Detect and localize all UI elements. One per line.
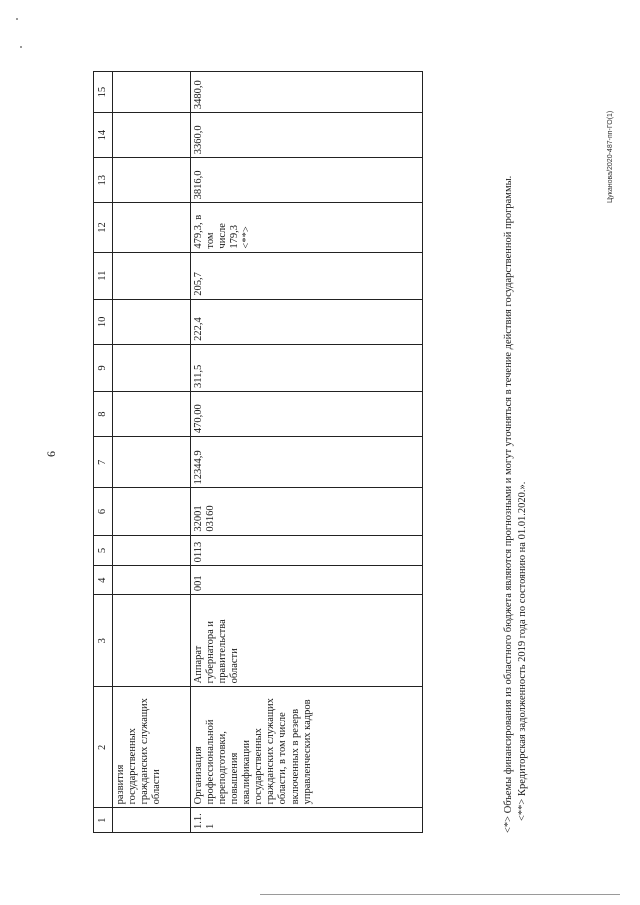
header-cell: 3 xyxy=(94,595,113,687)
amount-cell: 479,3, в том числе 179,3 <**> xyxy=(191,203,423,252)
budget-table xyxy=(93,71,423,833)
table-cell xyxy=(113,595,191,687)
amount-cell: 12344,9 xyxy=(191,437,423,488)
table-cell xyxy=(113,437,191,488)
header-cell: 14 xyxy=(94,113,113,158)
amount-cell: 470,00 xyxy=(191,392,423,437)
table-cell: 32001 03160 xyxy=(191,488,423,535)
table-cell: 0113 xyxy=(191,535,423,566)
document-stamp: Цуканова/2020-487-пп-ГО(1) xyxy=(607,110,614,203)
table-cell: развития государственных гражданских служащих области xyxy=(113,687,191,808)
page-number: 6 xyxy=(44,451,58,457)
table-header-row xyxy=(94,72,113,833)
table-cell: 001 xyxy=(191,566,423,595)
scan-speck xyxy=(16,18,18,20)
table-row xyxy=(191,72,423,833)
header-cell: 7 xyxy=(94,437,113,488)
activity-name-cell: Организация профессиональной переподготовки, повышения квалификации государственных гражданских служащих области, в том числе включенных в резерв управленческих кадров xyxy=(191,687,423,808)
footnote-1: <*> Объемы финансирования из областного бюджета являются прогнозными и могут уточняться в течение действия государственной программы. xyxy=(503,175,514,833)
table-cell xyxy=(113,535,191,566)
scan-speck xyxy=(20,46,22,48)
scan-edge-line xyxy=(260,894,620,895)
table-cell xyxy=(113,392,191,437)
header-cell: 15 xyxy=(94,72,113,113)
header-cell: 1 xyxy=(94,808,113,833)
amount-cell: 311,5 xyxy=(191,344,423,391)
table-cell xyxy=(113,158,191,203)
table-cell xyxy=(113,488,191,535)
header-cell: 6 xyxy=(94,488,113,535)
header-cell: 4 xyxy=(94,566,113,595)
executor-cell: Аппарат губернатора и правительства области xyxy=(191,595,423,687)
table-cell xyxy=(113,299,191,344)
amount-cell: 3360,0 xyxy=(191,113,423,158)
table-row xyxy=(113,72,191,833)
table-cell xyxy=(113,566,191,595)
table-cell xyxy=(113,113,191,158)
amount-cell: 3816,0 xyxy=(191,158,423,203)
footnotes xyxy=(502,63,529,833)
table-cell xyxy=(113,252,191,299)
header-cell: 11 xyxy=(94,252,113,299)
amount-cell: 3480,0 xyxy=(191,72,423,113)
footnote-2: <**> Кредиторская задолженность 2019 года по состоянию на 01.01.2020.». xyxy=(516,481,528,821)
header-cell: 8 xyxy=(94,392,113,437)
header-cell: 9 xyxy=(94,344,113,391)
header-cell: 2 xyxy=(94,687,113,808)
table-cell xyxy=(113,72,191,113)
header-cell: 5 xyxy=(94,535,113,566)
table-cell xyxy=(113,808,191,833)
table-cell xyxy=(113,203,191,252)
header-cell: 13 xyxy=(94,158,113,203)
amount-cell: 205,7 xyxy=(191,252,423,299)
row-number-cell: 1.1.1 xyxy=(191,808,423,833)
amount-cell: 222,4 xyxy=(191,299,423,344)
header-cell: 12 xyxy=(94,203,113,252)
header-cell: 10 xyxy=(94,299,113,344)
table-cell xyxy=(113,344,191,391)
